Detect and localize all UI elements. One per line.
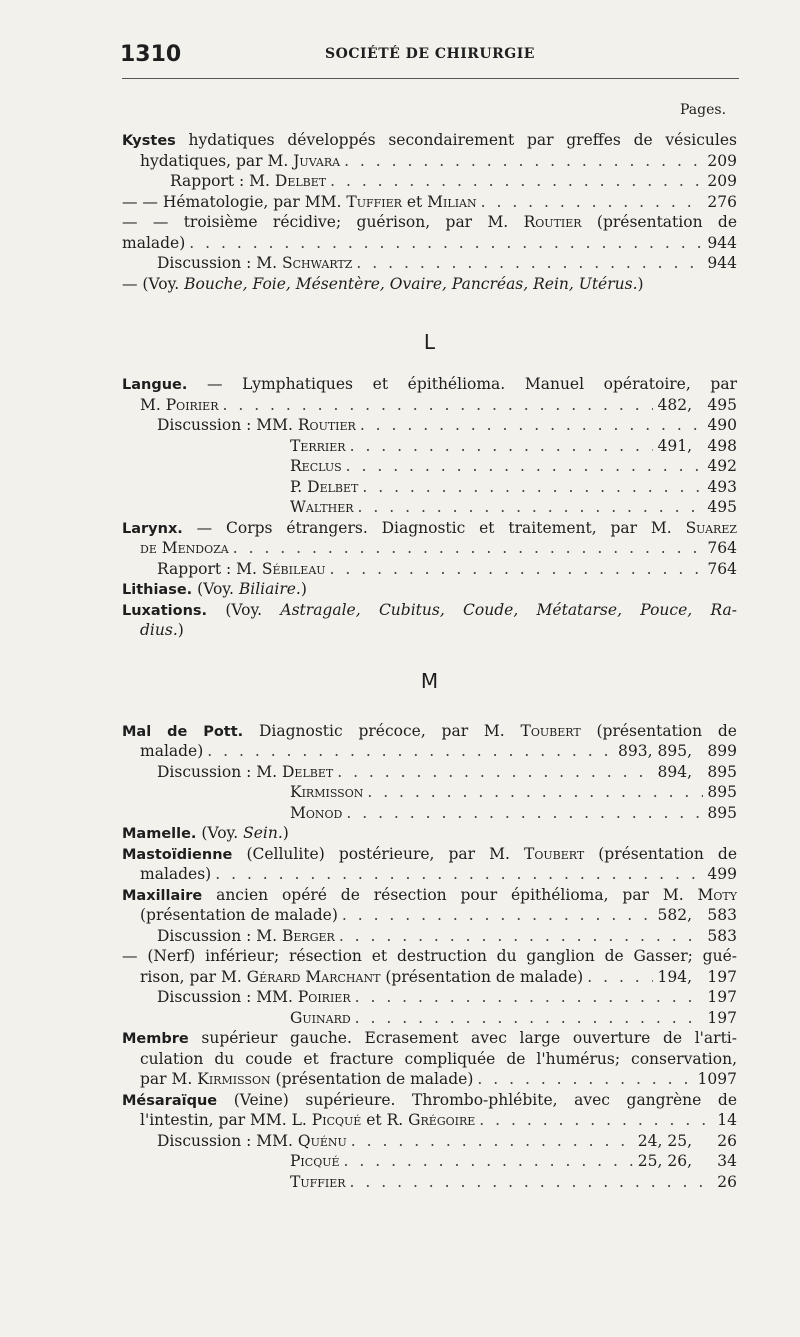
entry-heading: Lithiase. [122, 582, 193, 598]
index-entry-line [122, 1110, 737, 1131]
index-entry-line [122, 253, 737, 274]
author-name: Berger [282, 926, 335, 945]
author-name: Monod [290, 803, 343, 822]
page-ref: 495 [707, 395, 737, 414]
page-ref: 583 [707, 926, 737, 945]
page-ref: 209 [707, 172, 737, 190]
entry-text: supérieur gauche. Ecrasement avec large ouverture de l'arti- [201, 1029, 737, 1047]
author-name: Routier [297, 416, 356, 434]
index-entry-line [122, 497, 737, 518]
index-entry-line [122, 844, 737, 865]
author-name: Kirmisson [197, 1070, 271, 1088]
page-ref: 1097 [697, 1070, 737, 1088]
index-entry-line [122, 395, 737, 416]
entry-heading: Mastoïdienne [122, 846, 233, 863]
author-name: Tuffier [346, 192, 402, 211]
index-entry-line [122, 456, 737, 477]
index-entry-line [122, 864, 737, 885]
index-entry-line [122, 1172, 737, 1193]
author-name: P. Delbet [290, 477, 359, 496]
page-ref: 482, [657, 395, 692, 414]
entry-text: (Voy. [197, 580, 234, 598]
page-ref: 895 [707, 803, 737, 822]
entry-text: Rapport : M. [157, 559, 257, 578]
index-entry-line [122, 212, 737, 233]
entry-text: Diagnostic précoce, par M. [258, 721, 505, 740]
author-name: Kirmisson [290, 783, 364, 801]
page-ref: 893, 895, [618, 742, 692, 760]
page-ref: 492 [707, 457, 737, 475]
page-ref: 491, [657, 436, 692, 455]
entry-text: — Corps étrangers. Diagnostic et traitement, par M. [196, 518, 672, 537]
entry-text: (présentation de malade) [140, 906, 338, 924]
index-entry-line [122, 967, 737, 988]
entry-text: Discussion : M. [157, 762, 278, 781]
entry-text: (Veine) supérieure. Thrombo-phlébite, avec gangrène de [233, 1090, 737, 1109]
author-name: Schwartz [282, 254, 353, 272]
index-entry-line [122, 192, 737, 213]
page-ref: 944 [707, 254, 737, 272]
entry-text: hydatiques développés secondairement par greffes de vésicules [188, 131, 737, 149]
entry-text: — (Voy. [122, 274, 180, 293]
page-ref: 895 [707, 762, 737, 781]
author-name: Reclus [290, 457, 342, 475]
author-name: Juvara [293, 151, 341, 170]
author-name: Poirier [165, 395, 219, 414]
cross-reference: Sein. [243, 824, 283, 842]
author-name: Gérard Marchant [246, 967, 381, 986]
page-header [120, 42, 740, 72]
page-ref: 583 [707, 906, 737, 924]
author-name: Grégoire [408, 1111, 476, 1129]
index-entry-line [122, 1131, 737, 1152]
entry-text: ancien opéré de résection pour épithélioma, par M. [216, 885, 684, 904]
page-ref: 197 [707, 967, 737, 986]
author-name: Picqué [311, 1111, 362, 1129]
entry-heading: Mal de Pott. [122, 723, 244, 740]
entry-text: Discussion : MM. [157, 1131, 293, 1150]
page-ref: 764 [707, 559, 737, 578]
page-number: 1310 [120, 42, 182, 67]
author-name: Sébileau [261, 559, 326, 578]
page-ref: 24, 25, [637, 1131, 692, 1150]
entry-text: (présentation de [596, 721, 737, 740]
author-name: Milian [427, 192, 477, 211]
author-name: Quénu [297, 1131, 347, 1150]
entry-text: Discussion : M. [157, 254, 278, 272]
index-entry-line [122, 620, 737, 641]
index-entry-line [122, 374, 737, 395]
entry-text: — (Nerf) inférieur; résection et destruction du ganglion de Gasser; gué- [122, 947, 737, 965]
cross-reference: Biliaire. [238, 580, 301, 598]
entry-heading: Maxillaire [122, 887, 203, 904]
entry-text: — Lymphatiques et épithélioma. Manuel opératoire, par [207, 375, 737, 393]
index-entry-line [122, 1151, 737, 1172]
entry-text: ) [282, 824, 289, 842]
entry-text: ) [177, 621, 184, 639]
header-rule [122, 78, 739, 79]
entry-text: (présentation de malade) [385, 967, 584, 986]
index-entry-line [122, 171, 737, 192]
entry-text: (présentation de [596, 213, 737, 231]
entry-heading: Mésaraïque [122, 1092, 218, 1109]
page-ref: 582, [657, 906, 692, 924]
entry-text: et R. [366, 1111, 404, 1129]
entry-text: par M. [140, 1070, 193, 1088]
index-entry-line [122, 782, 737, 803]
index-entry-line [122, 233, 737, 254]
section-letter: L [423, 330, 436, 354]
page-ref: 197 [707, 1008, 737, 1027]
running-head: SOCIÉTÉ DE CHIRURGIE [325, 46, 535, 62]
entry-text: malades) [140, 865, 212, 883]
page-ref: 194, [657, 967, 692, 986]
author-name: Delbet [282, 762, 334, 781]
page-ref: 14 [717, 1111, 737, 1129]
index-entry-line [122, 946, 737, 967]
pages-label: Pages. [680, 102, 727, 118]
entry-text: malade) [122, 233, 186, 252]
index-entry-line [122, 518, 737, 539]
entry-heading: Langue. [122, 377, 188, 393]
page-ref: 894, [657, 762, 692, 781]
index-entry-line [122, 987, 737, 1008]
index-entry-line [122, 1008, 737, 1029]
cross-reference: dius. [140, 621, 178, 639]
page-ref: 498 [707, 436, 737, 455]
page-ref: 209 [707, 151, 737, 170]
entry-text: — — troisième récidive; guérison, par M. [122, 213, 509, 231]
index-entry-line [122, 436, 737, 457]
entry-text: (présentation de [598, 844, 738, 863]
entry-heading: Mamelle. [122, 826, 197, 842]
author-name: Guinard [290, 1008, 351, 1027]
page-ref: 764 [707, 539, 737, 557]
entry-text: Rapport : M. [170, 172, 270, 190]
index-entry-line [122, 151, 737, 172]
cross-reference: Astragale, Cubitus, Coude, Métatarse, Pouce, Ra- [280, 600, 737, 619]
entry-text: (présentation de malade) [275, 1070, 474, 1088]
page-ref: 34 [717, 1152, 737, 1170]
index-entry-line [122, 477, 737, 498]
index-entry-line [122, 1090, 737, 1111]
page-ref: 26 [717, 1172, 737, 1191]
author-name: Delbet [274, 172, 327, 190]
index-entry-line [122, 762, 737, 783]
entry-text: hydatiques, par M. [140, 151, 289, 170]
entry-text: l'intestin, par MM. L. [140, 1111, 307, 1129]
entry-heading: Kystes [122, 133, 176, 149]
index-entry-line [122, 905, 737, 926]
page-ref: 895 [707, 783, 737, 801]
entry-text: ) [300, 580, 307, 598]
entry-text: M. [140, 395, 161, 414]
index-entry-line [122, 579, 737, 600]
author-name: Moty [697, 885, 737, 904]
entry-heading: Luxations. [122, 602, 208, 619]
index-entry-line [122, 538, 737, 559]
entry-heading: Membre [122, 1031, 189, 1047]
entry-text: et [406, 192, 423, 211]
index-entry-line [122, 721, 737, 742]
page-ref: 490 [707, 416, 737, 434]
entry-heading: Larynx. [122, 520, 183, 537]
index-entry-line [122, 415, 737, 436]
entry-text: Discussion : MM. [157, 988, 293, 1006]
page-ref: 495 [707, 498, 737, 516]
index-entry-line [122, 823, 737, 844]
page-ref: 197 [707, 988, 737, 1006]
entry-text: rison, par M. [140, 967, 242, 986]
index-entry-line [122, 600, 737, 621]
author-name: Tuffier [290, 1172, 346, 1191]
author-name: Suarez [685, 518, 738, 537]
index-entry-line [122, 885, 737, 906]
entry-text: (Voy. [225, 600, 263, 619]
author-name: Toubert [520, 721, 581, 740]
author-name: de Mendoza [140, 539, 229, 557]
index-entry-line [122, 1069, 737, 1090]
cross-reference: Bouche, Foie, Mésentère, Ovaire, Pancréas, Rein, Utérus. [184, 274, 638, 293]
index-entry-line [122, 1028, 737, 1049]
index-entry-line [122, 741, 737, 762]
entry-text: — — Hématologie, par MM. [122, 192, 342, 211]
page-ref: 899 [707, 742, 737, 760]
index-entry-line [122, 130, 737, 151]
entry-text: malade) [140, 742, 204, 760]
author-name: Terrier [290, 436, 346, 455]
index-content [122, 130, 737, 1192]
entry-text: (Cellulite) postérieure, par M. [246, 844, 510, 863]
page-ref: 25, 26, [637, 1152, 692, 1170]
author-name: Picqué [290, 1152, 340, 1170]
author-name: Poirier [297, 988, 351, 1006]
page-ref: 26 [717, 1131, 737, 1150]
author-name: Toubert [524, 844, 585, 863]
page-ref: 499 [707, 865, 737, 883]
entry-text: Discussion : MM. [157, 416, 293, 434]
author-name: Walther [290, 498, 354, 516]
index-entry-line [122, 559, 737, 580]
entry-text: ) [637, 274, 644, 293]
entry-text: culation du coude et fracture compliquée de l'humérus; conservation, [140, 1049, 737, 1068]
section-letter: M [420, 668, 439, 693]
index-entry-line [122, 803, 737, 824]
page-ref: 493 [707, 477, 737, 496]
author-name: Routier [523, 213, 582, 231]
entry-text: (Voy. [201, 824, 239, 842]
page-ref: 276 [707, 192, 737, 211]
index-entry-line [122, 274, 737, 295]
page-ref: 944 [707, 233, 737, 252]
index-entry-line [122, 1049, 737, 1070]
entry-text: Discussion : M. [157, 926, 278, 945]
index-entry-line [122, 926, 737, 947]
